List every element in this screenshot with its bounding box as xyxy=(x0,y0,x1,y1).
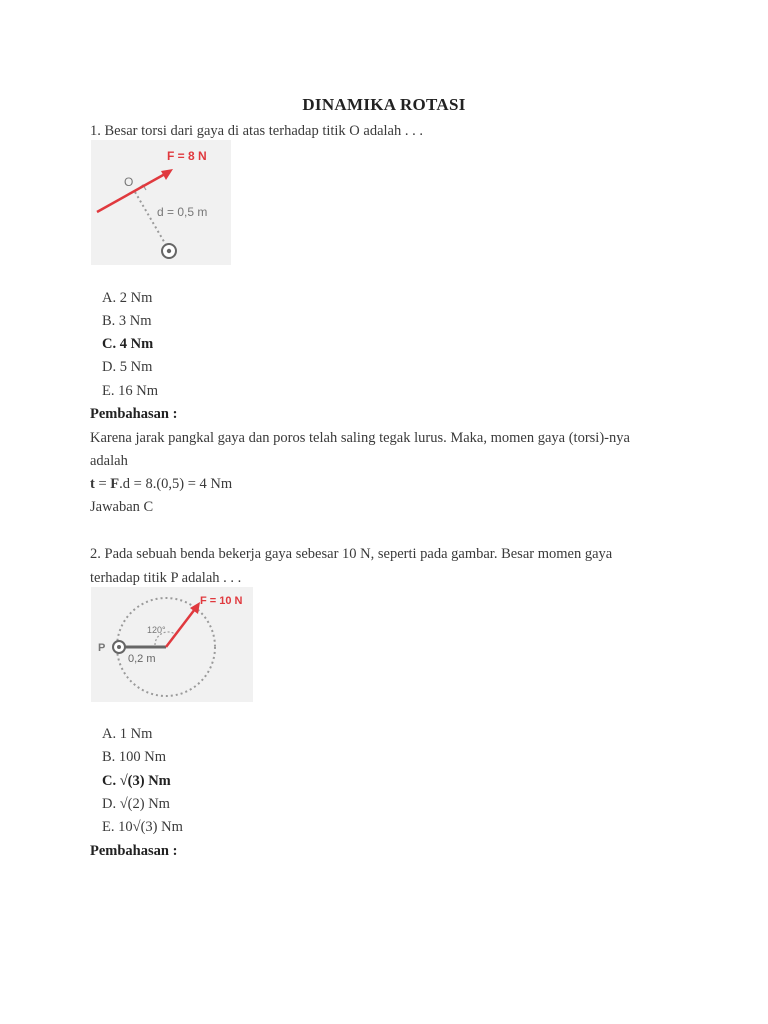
q1-option-e: E. 16 Nm xyxy=(102,383,158,399)
question-2-figure xyxy=(91,587,253,702)
q1-option-c: C. 4 Nm xyxy=(102,336,154,352)
q1-discussion-heading: Pembahasan : xyxy=(90,406,178,422)
point-p-label: P xyxy=(98,642,106,654)
q1-formula: t = F.d = 8.(0,5) = 4 Nm xyxy=(90,476,233,492)
force-label: F = 10 N xyxy=(200,595,243,607)
force-arrow xyxy=(166,609,195,647)
q1-explanation-line-1: Karena jarak pangkal gaya dan poros telah saling tegak lurus. Maka, momen gaya (torsi)-nya xyxy=(90,430,630,446)
torque-symbol: t xyxy=(90,476,95,492)
force-label: F = 8 N xyxy=(167,149,207,163)
q2-discussion-heading: Pembahasan : xyxy=(90,843,178,859)
q2-option-a: A. 1 Nm xyxy=(102,726,153,742)
question-1-text: 1. Besar torsi dari gaya di atas terhadap titik O adalah . . . xyxy=(90,123,423,139)
q2-option-d: D. √(2) Nm xyxy=(102,796,170,812)
q1-answer: Jawaban C xyxy=(90,499,154,515)
angle-label: 120° xyxy=(147,625,166,635)
q2-option-c: C. √(3) Nm xyxy=(102,773,171,789)
q1-option-a: A. 2 Nm xyxy=(102,290,153,306)
q1-option-d: D. 5 Nm xyxy=(102,359,153,375)
force-symbol: F xyxy=(110,476,120,492)
distance-label: d = 0,5 m xyxy=(157,205,208,219)
q2-option-b: B. 100 Nm xyxy=(102,749,167,765)
page-title: DINAMIKA ROTASI xyxy=(302,95,466,114)
question-2-text-line-1: 2. Pada sebuah benda bekerja gaya sebesar 10 N, seperti pada gambar. Besar momen gaya xyxy=(90,546,613,562)
q1-explanation-line-2: adalah xyxy=(90,453,128,469)
q1-option-b: B. 3 Nm xyxy=(102,313,152,329)
question-2-text-line-2: terhadap titik P adalah . . . xyxy=(90,570,242,586)
question-1-figure xyxy=(91,140,231,265)
q2-option-e: E. 10√(3) Nm xyxy=(102,819,183,835)
point-o-label: O xyxy=(124,175,134,189)
radius-label: 0,2 m xyxy=(128,653,156,665)
